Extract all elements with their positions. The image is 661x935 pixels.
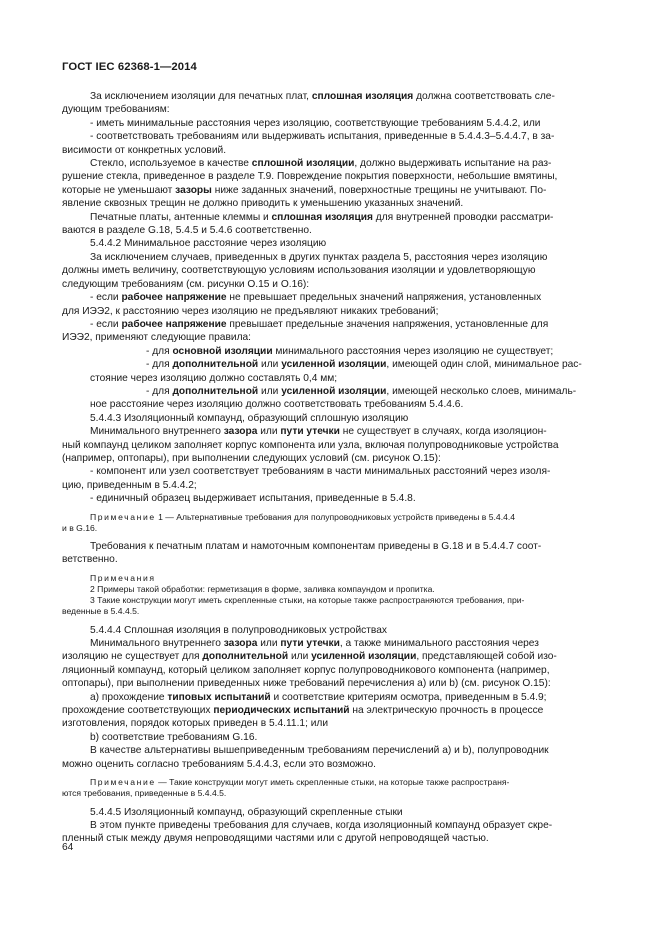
- text-line: пленный стык между двумя непроводящими частями или с другой непроводящей частью.: [62, 833, 489, 845]
- text-line: можно оценить согласно требованиям 5.4.4.3, если это возможно.: [62, 758, 376, 770]
- text-line: прохождение соответствующих периодических испытаний на электрическую прочность в процессе: [62, 705, 544, 717]
- text-line: - единичный образец выдерживает испытания, приведенные в 5.4.8.: [90, 493, 416, 505]
- note-line: и в G.16.: [62, 522, 98, 533]
- document-header: ГОСТ IEC 62368-1—2014: [62, 61, 197, 73]
- text-line: (например, оптопары), при выполнении следующих условий (см. рисунок О.15):: [62, 452, 441, 464]
- text-line: b) соответствие требованиям G.16.: [90, 731, 258, 743]
- text-line: - иметь минимальные расстояния через изоляцию, соответствующие требованиям 5.4.4.2, или: [90, 117, 541, 129]
- text-line: изготовления, порядок которых приведен в 5.4.11.1; или: [62, 718, 329, 730]
- text-line: ляционный компаунд, который целиком заполняет корпус полупроводникового компонента (например,: [62, 664, 550, 676]
- text-line: - если рабочее напряжение не превышает предельных значений напряжения, установленных: [90, 292, 542, 304]
- text-line: 5.4.4.3 Изоляционный компаунд, образующий сплошную изоляцию: [90, 412, 409, 424]
- text-line: оптопары), при выполнении приведенных ниже требований перечисления a) или b) (см. рисунок О.15):: [62, 678, 551, 690]
- text-line: рушение стекла, приведенное в разделе Т.9. Повреждение покрытия поверхности, небольшие вмятины,: [62, 171, 558, 183]
- text-line: Минимального внутреннего зазора или пути утечки, а также минимального расстояния через: [90, 638, 539, 650]
- text-line: В этом пункте приведены требования для случаев, когда изоляционный компаунд образует скре-: [90, 819, 553, 831]
- document-body: [62, 90, 600, 846]
- note-line: Примечание 1 — Альтернативные требования для полупроводниковых устройств приведены в 5.4.4.4: [90, 511, 516, 522]
- page-number: 64: [62, 842, 74, 853]
- text-line: Стекло, используемое в качестве сплошной изоляции, должно выдерживать испытание на раз-: [90, 158, 552, 170]
- text-line: дующим требованиям:: [62, 104, 170, 116]
- text-line: За исключением изоляции для печатных плат, сплошная изоляция должна соответствовать сле-: [90, 91, 555, 102]
- text-line: следующим требованиям (см. рисунки О.15 и О.16):: [62, 278, 310, 290]
- text-line: - для дополнительной или усиленной изоляции, имеющей один слой, минимальное рас-: [146, 359, 582, 371]
- note-line: Примечание — Такие конструкции могут иметь скрепленные стыки, на которые также распространя-: [90, 777, 510, 788]
- text-line: стояние через изоляцию должно составлять 0,4 мм;: [90, 372, 338, 384]
- text-line: - соответствовать требованиям или выдерживать испытания, приведенные в 5.4.4.3–5.4.4.7, в за-: [90, 131, 555, 143]
- text-line: a) прохождение типовых испытаний и соответствие критериям осмотра, приведенным в 5.4.9;: [90, 691, 547, 703]
- text-line: 5.4.4.2 Минимальное расстояние через изоляцию: [90, 238, 327, 250]
- text-line: За исключением случаев, приведенных в других пунктах раздела 5, расстояния через изоляцию: [90, 251, 548, 263]
- text-line: ИЭЭ2, применяют следующие правила:: [62, 332, 252, 344]
- note-line: ются требования, приведенные в 5.4.4.5.: [62, 788, 227, 799]
- text-line: В качестве альтернативы вышеприведенным требованиям перечислений a) и b), полупроводник: [90, 745, 549, 757]
- text-line: Минимального внутреннего зазора или пути утечки не существует в случаях, когда изоляцион-: [90, 426, 547, 438]
- text-line: явление сквозных трещин не должно приводить к уменьшению указанных значений.: [62, 198, 464, 210]
- text-line: для ИЭЭ2, к расстоянию через изоляцию не предъявляют никаких требований;: [62, 305, 439, 317]
- text-line: ветственно.: [62, 554, 118, 566]
- text-line: - для дополнительной или усиленной изоляции, имеющей несколько слоев, минималь-: [146, 385, 577, 397]
- text-line: должны иметь величину, соответствующую условиям использования изоляции и удовлетворяющую: [62, 265, 536, 277]
- text-line: 5.4.4.4 Сплошная изоляция в полупроводниковых устройствах: [90, 624, 387, 636]
- text-line: цию, приведенным в 5.4.4.2;: [62, 479, 197, 491]
- text-line: изоляцию не существует для дополнительной или усиленной изоляции, представляющей собой изо-: [62, 651, 557, 663]
- note-line: Примечания: [90, 572, 156, 583]
- text-line: ное расстояние через изоляцию должно соответствовать требованиям 5.4.4.6.: [90, 399, 464, 411]
- text-line: - компонент или узел соответствует требованиям в части минимальных расстояний через изоля-: [90, 466, 551, 478]
- text-line: Печатные платы, антенные клеммы и сплошная изоляция для внутренней проводки рассматри-: [90, 211, 554, 223]
- text-line: ваются в разделе G.18, 5.4.5 и 5.4.6 соответственно.: [62, 225, 312, 237]
- note-line: веденные в 5.4.4.5.: [62, 606, 140, 617]
- text-line: - для основной изоляции минимального расстояния через изоляцию не существует;: [146, 345, 554, 357]
- note-line: 3 Такие конструкции могут иметь скрепленные стыки, на которые также распространяются требования, при-: [90, 595, 525, 606]
- text-line: ный компаунд целиком заполняет корпус компонента или узла, включая полупроводниковые устройства: [62, 439, 559, 451]
- text-line: Требования к печатным платам и намоточным компонентам приведены в G.18 и в 5.4.4.7 соот-: [90, 541, 542, 552]
- text-line: которые не уменьшают зазоры ниже заданных значений, поверхностные трещины не учитывают. По-: [62, 184, 547, 196]
- note-line: 2 Примеры такой обработки: герметизация в форме, заливка компаундом и пропитка.: [90, 584, 435, 595]
- text-line: - если рабочее напряжение превышает предельные значения напряжения, установленные для: [90, 318, 549, 330]
- text-line: висимости от конкретных условий.: [62, 144, 227, 156]
- text-line: 5.4.4.5 Изоляционный компаунд, образующий скрепленные стыки: [90, 806, 403, 818]
